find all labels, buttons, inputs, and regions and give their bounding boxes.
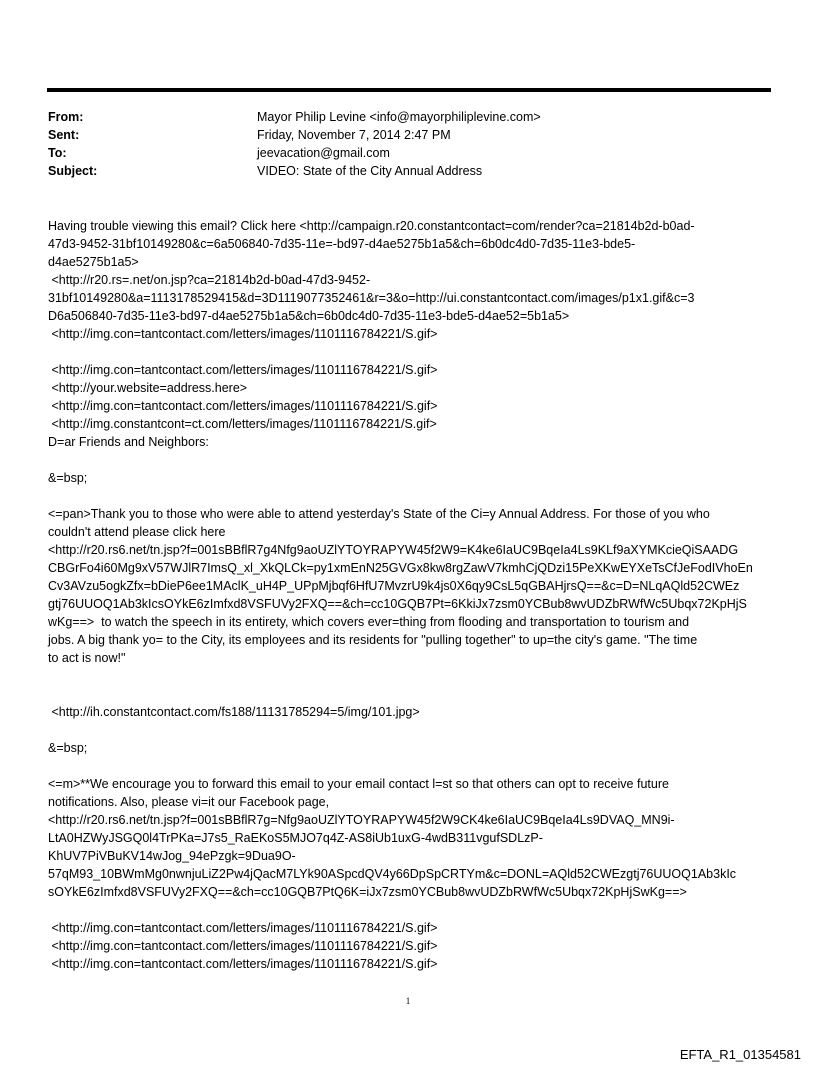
body-line: <http://r20.rs=.net/on.jsp?ca=21814b2d-b0ad-47d3-9452- (48, 273, 371, 287)
body-line: 47d3-9452-31bf10149280&c=6a506840-7d35-11e=-bd97-d4ae5275b1a5&ch=6b0dc4d0-7d35-11e3-bde5- (48, 237, 636, 251)
body-line: <http://r20.rs6.net/tn.jsp?f=001sBBflR7g4Nfg9aoUZlYTOYRAPYW45f2W9=K4ke6IaUC9BqeIa4Ls9KLf9aXYMKcieQiSAADG (48, 543, 739, 557)
body-line: Having trouble viewing this email? Click here <http://campaign.r20.constantcontact=com/render?ca=21814b2d-b0ad- (48, 219, 695, 233)
body-line: D=ar Friends and Neighbors: (48, 435, 209, 449)
blank-line (48, 757, 772, 775)
sent-label: Sent: (48, 128, 80, 142)
body-line: LtA0HZWyJSGQ0l4TrPKa=J7s5_RaEKoS5MJO7q4Z-AS8iUb1uxG-4wdB311vgufSDLzP- (48, 831, 543, 845)
body-line: 31bf10149280&a=1113178529415&d=3D1119077352461&r=3&o=http://ui.constantcontact.com/images/p1x1.gif&c=3 (48, 291, 695, 305)
bates-number: EFTA_R1_01354581 (679, 1047, 801, 1062)
sent-value: Friday, November 7, 2014 2:47 PM (257, 128, 451, 142)
body-line: &=bsp; (48, 741, 88, 755)
body-line: <http://img.con=tantcontact.com/letters/images/1101116784221/S.gif> (48, 327, 438, 341)
body-line: gtj76UUOQ1Ab3kIcsOYkE6zImfxd8VSFUVy2FXQ==&ch=cc10GQB7Pt=6KkiJx7zsm0YCBub8wvUDZbRWfWc5Ubqx72KpHjS (48, 597, 747, 611)
blank-line (48, 343, 772, 361)
from-label: From: (48, 110, 84, 124)
body-line: <=m>**We encourage you to forward this email to your email contact l=st so that others can opt to receive future (48, 777, 669, 791)
blank-line (48, 901, 772, 919)
blank-line (48, 667, 772, 685)
body-line: <http://your.website=address.here> (48, 381, 248, 395)
body-line: jobs. A big thank yo= to the City, its employees and its residents for "pulling together" to up=the city's game. "The time (48, 633, 698, 647)
body-line: <http://ih.constantcontact.com/fs188/11131785294=5/img/101.jpg> (48, 705, 420, 719)
subject-label: Subject: (48, 164, 98, 178)
body-line: wKg==> to watch the speech in its entirety, which covers ever=thing from flooding and transportation to tourism and (48, 615, 690, 629)
body-line: CBGrFo4i60Mg9xV57WJlR7ImsQ_xl_XkQLCk=py1xmEnN25GVGx8kw8rgZawV7kmhCjQDzi15PeXKwEYXeTsCfJeFodIVhoEn (48, 561, 753, 575)
blank-line (48, 685, 772, 703)
body-line: <http://r20.rs6.net/tn.jsp?f=001sBBflR7g=Nfg9aoUZlYTOYRAPYW45f2W9CK4ke6IaUC9BqeIa4Ls9DVAQ_MN9i- (48, 813, 675, 827)
header-rule (47, 88, 771, 92)
email-body (48, 217, 772, 973)
body-line: D6a506840-7d35-11e3-bd97-d4ae5275b1a5&ch=6b0dc4d0-7d35-11e3-bde5-d4ae52=5b1a5> (48, 309, 570, 323)
body-line: couldn't attend please click here (48, 525, 226, 539)
body-line: sOYkE6zImfxd8VSFUVy2FXQ==&ch=cc10GQB7PtQ6K=iJx7zsm0YCBub8wvUDZbRWfWc5Ubqx72KpHjSwKg==> (48, 885, 687, 899)
body-line: <http://img.con=tantcontact.com/letters/images/1101116784221/S.gif> (48, 363, 438, 377)
body-line: KhUV7PiVBuKV14wJog_94ePzgk=9Dua9O- (48, 849, 296, 863)
to-label: To: (48, 146, 67, 160)
blank-line (48, 451, 772, 469)
from-value: Mayor Philip Levine <info@mayorphiliplevine.com> (257, 110, 541, 124)
body-line: to act is now!" (48, 651, 126, 665)
body-line: <http://img.con=tantcontact.com/letters/images/1101116784221/S.gif> (48, 399, 438, 413)
body-line: <http://img.con=tantcontact.com/letters/images/1101116784221/S.gif> (48, 921, 438, 935)
blank-line (48, 487, 772, 505)
subject-value: VIDEO: State of the City Annual Address (257, 164, 483, 178)
body-line: &=bsp; (48, 471, 88, 485)
body-line: 57qM93_10BWmMg0nwnjuLiZ2Pw4jQacM7LYk90ASpcdQV4y66DpSpCRTYm&c=DONL=AQld52CWEzgtj76UUOQ1Ab3kIc (48, 867, 737, 881)
body-line: notifications. Also, please vi=it our Facebook page, (48, 795, 330, 809)
body-line: <http://img.constantcont=ct.com/letters/images/1101116784221/S.gif> (48, 417, 437, 431)
body-line: <=pan>Thank you to those who were able to attend yesterday's State of the Ci=y Annual Address. For those of you who (48, 507, 710, 521)
body-line: <http://img.con=tantcontact.com/letters/images/1101116784221/S.gif> (48, 957, 438, 971)
page-number: 1 (405, 996, 411, 1006)
to-value: jeevacation@gmail.com (257, 146, 390, 160)
body-line: <http://img.con=tantcontact.com/letters/images/1101116784221/S.gif> (48, 939, 438, 953)
body-line: Cv3AVzu5ogkZfx=bDieP6ee1MAclK_uH4P_UPpMjbqf6HfU7MvzrU9k4js0X6qy9CsL5qGBAHjrsQ==&c=D=NLqAQld52CWEz (48, 579, 740, 593)
body-line: d4ae5275b1a5> (48, 255, 139, 269)
blank-line (48, 721, 772, 739)
